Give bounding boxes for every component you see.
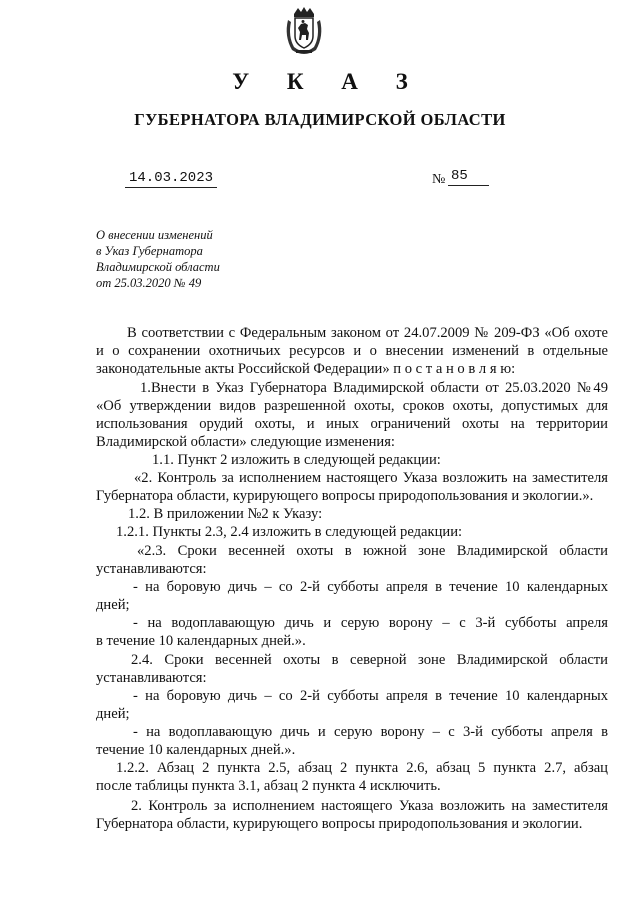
body-line: «2.3. Сроки весенней охоты в южной зоне Владимирской области bbox=[137, 543, 608, 559]
document-subject bbox=[96, 227, 220, 291]
body-line: 1.2.1. Пункты 2.3, 2.4 изложить в следующей редакции: bbox=[116, 524, 463, 540]
body-line: - на боровую дичь – со 2-й субботы апреля в течение 10 календарных bbox=[133, 579, 608, 595]
subject-line: Владимирской области bbox=[96, 260, 220, 274]
body-line: Губернатора области, курирующего вопросы природопользования и экологии.». bbox=[96, 488, 594, 504]
document-number: 85 bbox=[448, 168, 489, 186]
number-label: № bbox=[432, 172, 446, 187]
body-line: 1.Внести в Указ Губернатора Владимирской области от 25.03.2020 №49 bbox=[140, 380, 608, 396]
body-line: Владимирской области» следующие изменения: bbox=[96, 434, 395, 450]
body-line: 2.4. Сроки весенней охоты в северной зоне Владимирской области bbox=[131, 652, 608, 668]
body-line: устанавливаются: bbox=[96, 670, 207, 686]
body-line: «2. Контроль за исполнением настоящего Указа возложить на заместителя bbox=[134, 470, 608, 486]
body-line: устанавливаются: bbox=[96, 561, 207, 577]
body-line: В соответствии с Федеральным законом от 24.07.2009 № 209-ФЗ «Об охоте bbox=[127, 325, 608, 341]
subject-line: от 25.03.2020 № 49 bbox=[96, 276, 202, 290]
body-line: - на водоплавающую дичь и серую ворону – с 3-й субботы апреля в bbox=[133, 724, 608, 740]
body-line: - на водоплавающую дичь и серую ворону – с 3-й субботы апреля bbox=[133, 615, 608, 631]
body-line: «Об утверждении видов разрешенной охоты, сроков охоты, допустимых для bbox=[96, 398, 608, 414]
body-line: и о сохранении охотничьих ресурсов и о внесении изменений в отдельные bbox=[96, 343, 608, 359]
subject-line: О внесении изменений bbox=[96, 228, 213, 242]
body-line: в течение 10 календарных дней.». bbox=[96, 633, 306, 649]
subject-line: в Указ Губернатора bbox=[96, 244, 203, 258]
document-title: У К А З bbox=[232, 69, 424, 94]
body-line: - на боровую дичь – со 2-й субботы апреля в течение 10 календарных bbox=[133, 688, 608, 704]
body-line: 1.1. Пункт 2 изложить в следующей редакции: bbox=[152, 452, 441, 468]
body-line: 1.2.2. Абзац 2 пункта 2.5, абзац 2 пункта 2.6, абзац 5 пункта 2.7, абзац bbox=[116, 760, 608, 776]
document-subtitle: ГУБЕРНАТОРА ВЛАДИМИРСКОЙ ОБЛАСТИ bbox=[134, 110, 506, 129]
coat-of-arms-icon bbox=[282, 6, 326, 56]
body-line: дней; bbox=[96, 597, 130, 613]
body-line: течение 10 календарных дней.». bbox=[96, 742, 296, 758]
body-line: законодательные акты Российской Федерации» п о с т а н о в л я ю: bbox=[96, 361, 516, 377]
body-line: Губернатора области, курирующего вопросы природопользования и экологии. bbox=[96, 816, 583, 832]
body-line: после таблицы пункта 3.1, абзац 2 пункта 4 исключить. bbox=[96, 778, 441, 794]
body-line: 1.2. В приложении №2 к Указу: bbox=[128, 506, 323, 522]
document-date: 14.03.2023 bbox=[125, 170, 217, 188]
body-line: 2. Контроль за исполнением настоящего Указа возложить на заместителя bbox=[131, 798, 608, 814]
body-line: использования орудий охоты, и иных ограничений охоты на территории bbox=[96, 416, 608, 432]
body-line: дней; bbox=[96, 706, 130, 722]
